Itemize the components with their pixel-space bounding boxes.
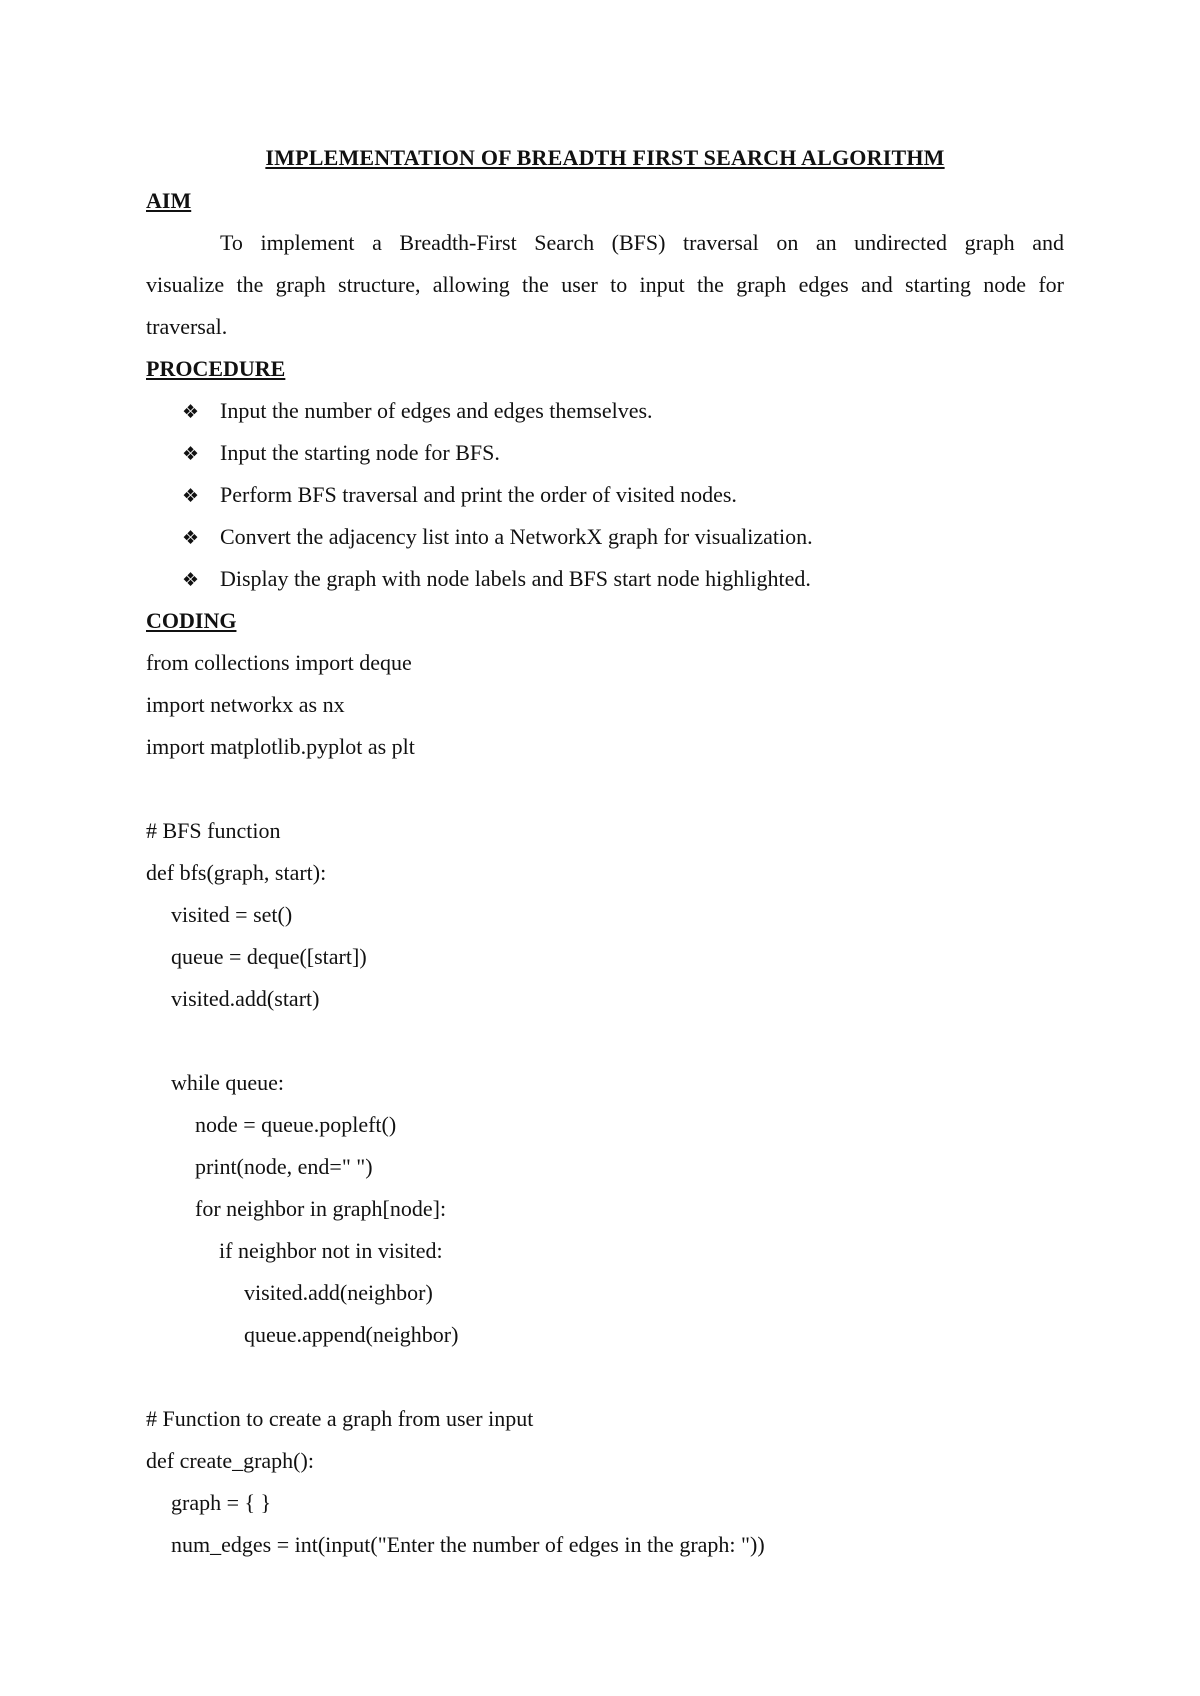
code-line: for neighbor in graph[node]: [195, 1196, 447, 1221]
procedure-item [182, 524, 813, 550]
code-line: node = queue.popleft() [195, 1112, 397, 1137]
code-line: def bfs(graph, start): [146, 860, 327, 885]
coding-heading: CODING [146, 608, 237, 633]
procedure-item-text: Input the number of edges and edges themselves. [220, 398, 653, 423]
procedure-item-text: Input the starting node for BFS. [220, 440, 500, 465]
aim-text-line: To implement a Breadth-First Search (BFS) traversal on an undirected graph and [220, 230, 1064, 255]
procedure-item-text: Display the graph with node labels and BFS start node highlighted. [220, 566, 811, 591]
diamond-bullet-icon: ❖ [182, 569, 200, 591]
code-line: visited = set() [171, 902, 293, 927]
document-title: IMPLEMENTATION OF BREADTH FIRST SEARCH ALGORITHM [265, 145, 945, 170]
code-comment: # Function to create a graph from user input [146, 1406, 534, 1431]
aim-heading: AIM [146, 188, 192, 213]
procedure-heading: PROCEDURE [146, 356, 286, 381]
code-line: queue = deque([start]) [171, 944, 367, 969]
code-comment: # BFS function [146, 818, 281, 843]
code-line: queue.append(neighbor) [244, 1322, 459, 1347]
diamond-bullet-icon: ❖ [182, 527, 200, 549]
procedure-item [182, 440, 500, 466]
diamond-bullet-icon: ❖ [182, 443, 200, 465]
code-line: print(node, end=" ") [195, 1154, 373, 1179]
code-line: if neighbor not in visited: [219, 1238, 443, 1263]
procedure-item [182, 482, 737, 508]
code-line: import matplotlib.pyplot as plt [146, 734, 415, 759]
procedure-item [182, 398, 653, 424]
aim-text-line: traversal. [146, 314, 228, 339]
diamond-bullet-icon: ❖ [182, 485, 200, 507]
code-line: while queue: [171, 1070, 285, 1095]
code-line: graph = { } [171, 1490, 272, 1515]
code-line: visited.add(neighbor) [244, 1280, 433, 1305]
diamond-bullet-icon: ❖ [182, 401, 200, 423]
code-line: from collections import deque [146, 650, 412, 675]
code-line: num_edges = int(input("Enter the number of edges in the graph: ")) [171, 1532, 765, 1557]
procedure-item-text: Convert the adjacency list into a NetworkX graph for visualization. [220, 524, 813, 549]
aim-text-line: visualize the graph structure, allowing the user to input the graph edges and starting node for [146, 272, 1064, 297]
code-line: def create_graph(): [146, 1448, 314, 1473]
code-line: import networkx as nx [146, 692, 345, 717]
procedure-item [182, 566, 811, 592]
code-line: visited.add(start) [171, 986, 320, 1011]
procedure-item-text: Perform BFS traversal and print the order of visited nodes. [220, 482, 737, 507]
